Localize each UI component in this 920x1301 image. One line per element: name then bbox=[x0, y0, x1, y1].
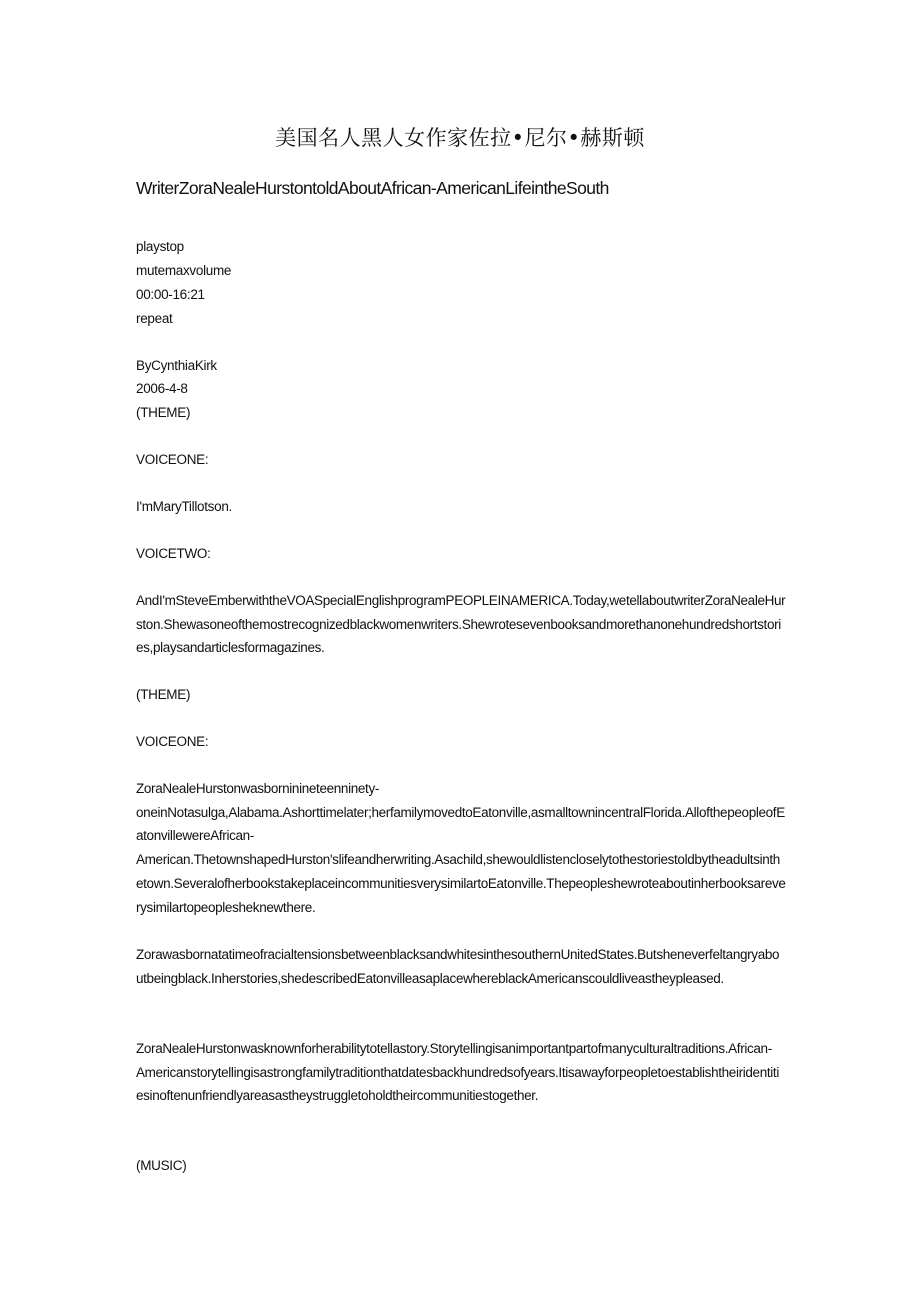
paragraph-line: American.ThetownshapedHurston'slifeandherwriting.Asachild,shewouldlistencloselytothestoriestoldbytheadultsinthetown.SeveralofherbookstakeplaceincommunitiesverysimilartoEatonville.Thepeopleshewroteaboutinherbooksareverysimilartopeoplesheknewthere. bbox=[136, 852, 786, 915]
player-repeat[interactable]: repeat bbox=[136, 311, 173, 326]
speaker-voice-one: VOICEONE: bbox=[136, 734, 209, 749]
speaker-voice-one: VOICEONE: bbox=[136, 452, 209, 467]
speaker-voice-two: VOICETWO: bbox=[136, 546, 211, 561]
player-volume[interactable]: mutemaxvolume bbox=[136, 263, 232, 278]
page-title-english: WriterZoraNealeHurstontoldAboutAfrican-AmericanLifeintheSouth bbox=[136, 178, 609, 198]
paragraph-racial-tension: ZorawasbornatatimeofracialtensionsbetweenblacksandwhitesinthesouthernUnitedStates.Butsheneverfeltangryaboutbeingblack.Inherstories,shedescribedEatonvilleasaplacewhereblackAmericanscouldliveastheypleased. bbox=[136, 947, 780, 986]
dialogue-line: I'mMaryTillotson. bbox=[136, 499, 232, 514]
byline: ByCynthiaKirk bbox=[136, 358, 217, 373]
paragraph-line: Americanstorytellingisastrongfamilytraditionthatdatesbackhundredsofyears.Itisawayforpeopletoestablishtheiridentitiesinoftenunfriendlyareasastheystruggletoholdtheircommunitiestogether. bbox=[136, 1064, 779, 1104]
player-play-stop[interactable]: playstop bbox=[136, 239, 184, 254]
paragraph-line: ZoraNealeHurstonwasknownforherabilitytotellastory.Storytellingisanimportantpartofmanyculturaltraditions.African- bbox=[136, 1041, 772, 1056]
player-time: 00:00-16:21 bbox=[136, 287, 205, 302]
paragraph-line: ZoraNealeHurstonwasborninineteenninety- bbox=[136, 781, 379, 796]
page-title-chinese: 美国名人黑人女作家佐拉•尼尔•赫斯顿 bbox=[275, 126, 645, 150]
paragraph-storytelling bbox=[136, 1037, 786, 1108]
music-marker: (MUSIC) bbox=[136, 1158, 187, 1173]
theme-marker: (THEME) bbox=[136, 687, 191, 702]
publish-date: 2006-4-8 bbox=[136, 381, 188, 396]
paragraph-intro: AndI'mSteveEmberwiththeVOASpecialEnglishprogramPEOPLEINAMERICA.Today,wetellaboutwriterZoraNealeHurston.Shewasoneofthemostrecognizedblackwomenwriters.Shewrotesevenbooksandmorethanonehundredshortstories,playsandarticlesformagazines. bbox=[136, 593, 786, 656]
paragraph-born bbox=[136, 777, 786, 919]
theme-marker: (THEME) bbox=[136, 405, 191, 420]
paragraph-line: oneinNotasulga,Alabama.Ashorttimelater;herfamilymovedtoEatonville,asmalltownincentralFlorida.AllofthepeopleofEatonvillewereAfrican- bbox=[136, 804, 785, 844]
